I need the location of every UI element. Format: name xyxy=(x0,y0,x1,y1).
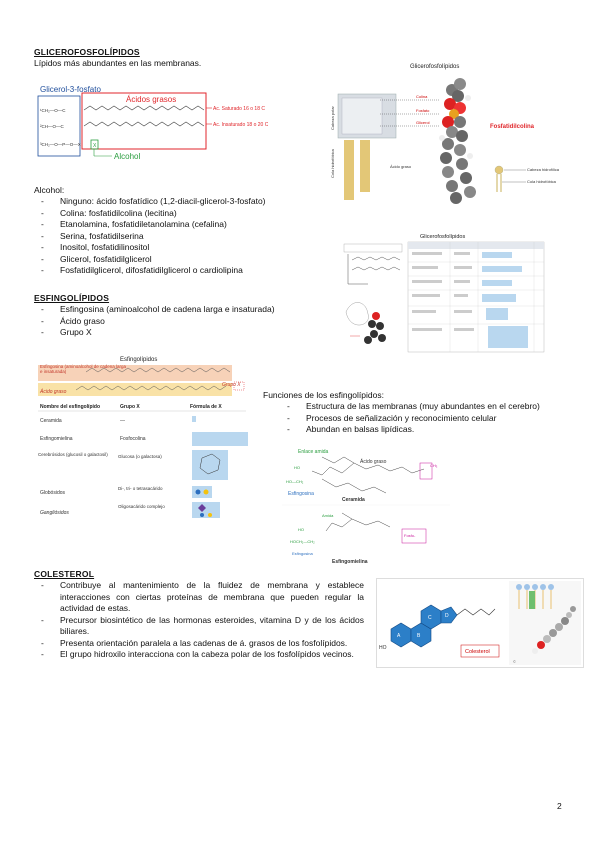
alcohol-list xyxy=(34,196,334,277)
list-item: - Presenta orientación paralela a las cadenas de á. grasos de los fosfolípidos. xyxy=(34,638,364,650)
list-item: - Colina: fosfatidilcolina (lecitina) xyxy=(34,208,334,220)
list-item: - Ácido graso xyxy=(34,316,334,328)
fig-esf-row-name: Esfingomielina xyxy=(40,436,73,442)
list-item: - Fosfatidilglicerol, difosfatidilglicerol o cardiolipina xyxy=(34,265,334,277)
ceramida-esfingomielina-figure xyxy=(282,443,450,567)
fig2-colina: Colina xyxy=(416,94,428,99)
list-item: - Glicerol, fosfatidilglicerol xyxy=(34,254,334,266)
fig-esf-row-group: — xyxy=(120,418,125,424)
fig-esf-header-group: Grupo X xyxy=(120,404,140,410)
svg-text:²CH—O—C: ²CH—O—C xyxy=(40,124,64,129)
fig-esf-acido-graso-label: Ácido graso xyxy=(40,389,67,395)
glicerofosfolipidos-model-figure xyxy=(330,58,580,206)
svg-text:HO: HO xyxy=(294,465,300,470)
svg-text:CH₃: CH₃ xyxy=(430,463,438,468)
fig1-insaturado: Ac. Insaturado 18 o 20 C xyxy=(213,122,268,128)
fig-esf-grupo-label: Grupo X xyxy=(222,382,241,388)
list-item: - Ninguno: ácido fosfatídico (1,2-diacil-glicerol-3-fosfato) xyxy=(34,196,334,208)
esfingolipidos-list xyxy=(34,304,334,339)
svg-text:HO: HO xyxy=(298,527,304,532)
chem-acido-graso: Ácido graso xyxy=(360,459,387,465)
fig-esf-esfingosina-label: Esfingosina (aminoalcohol de cadena larga e insaturada) xyxy=(40,364,127,374)
fig2-title: Glicerofosfolípidos xyxy=(410,64,460,70)
esfingolipidos-figure xyxy=(36,352,266,520)
section-title-colesterol: COLESTEROL xyxy=(34,569,95,579)
list-item: - Grupo X xyxy=(34,327,334,339)
section-title-glicerofosfolipidos: GLICEROFOSFOLÍPIDOS xyxy=(34,47,140,57)
page-number: 2 xyxy=(557,801,562,811)
section-title-esfingolipidos: ESFINGOLÍPIDOS xyxy=(34,293,110,303)
chem-ceramida: Ceramida xyxy=(342,497,365,503)
svg-text:Esfingosina: Esfingosina xyxy=(292,551,313,556)
glicerol-3-fosfato-figure xyxy=(36,82,268,166)
fig2-fosfatidilcolina: Fosfatidilcolina xyxy=(490,124,535,130)
svg-text:³CH₂—O—P—O—X: ³CH₂—O—P—O—X xyxy=(40,142,81,147)
svg-text:D: D xyxy=(445,613,449,619)
svg-text:HO: HO xyxy=(379,645,387,651)
fig2-cola: Cola hidrofóbica xyxy=(330,149,335,178)
list-item: - Estructura de las membranas (muy abundantes en el cerebro) xyxy=(280,401,580,413)
fig3-title: Glicerofosfolípidos xyxy=(420,234,466,240)
list-item: - El grupo hidroxilo interacciona con la cabeza polar de los fosfolípidos vecinos. xyxy=(34,649,364,661)
fig-esf-row-group: Fosfocolina xyxy=(120,436,146,442)
svg-text:C: C xyxy=(428,615,432,621)
fig2-glicerol: Glicerol xyxy=(416,120,430,125)
fig2-fosfato: Fosfato xyxy=(416,108,430,113)
fig1-glicerol-label: Glicerol-3-fosfato xyxy=(40,85,101,94)
fig-esf-row-name: Globósidos xyxy=(40,490,66,496)
fig-esf-row-name: Ceramida xyxy=(40,418,62,424)
fig1-saturado: Ac. Saturado 16 o 18 C xyxy=(213,106,265,112)
fig-esf-header-name: Nombre del esfingolípido xyxy=(40,404,101,410)
list-item: - Precursor biosintético de las hormonas esteroides, vitamina D y de los ácidos biliares. xyxy=(34,615,364,638)
svg-text:A: A xyxy=(397,633,401,639)
fig-esf-row-name: Cerebrósidos (glucosil o galactosil) xyxy=(38,452,108,457)
fig-esf-row-name: Gangliósidos xyxy=(40,510,69,516)
list-item: - Inositol, fosfatidilinositol xyxy=(34,242,334,254)
svg-text:B: B xyxy=(417,633,421,639)
glicero-subtitle: Lípidos más abundantes en las membranas. xyxy=(34,58,202,68)
fig2-cabeza-polar: Cabeza polar xyxy=(330,106,335,130)
funciones-title: Funciones de los esfingolípidos: xyxy=(263,390,384,400)
fig-esf-row-group: Glucosa (o galactosa) xyxy=(118,454,162,459)
colesterol-fig-label: Colesterol xyxy=(465,649,490,655)
colesterol-figure xyxy=(376,578,584,668)
list-item: - Etanolamina, fosfatidiletanolamina (cefalina) xyxy=(34,219,334,231)
colesterol-list xyxy=(34,580,364,661)
svg-text:HO—CH₂: HO—CH₂ xyxy=(286,479,304,484)
fig2-cabeza-hidrofilica: Cabeza hidrofílica xyxy=(527,167,560,172)
alcohol-label: Alcohol: xyxy=(34,185,65,195)
svg-text:¹CH₂—O—C: ¹CH₂—O—C xyxy=(40,108,66,113)
chem-amida: Enlace amida xyxy=(298,449,329,455)
fig-esf-title: Esfingolípidos xyxy=(120,357,158,363)
svg-text:Amida: Amida xyxy=(322,513,334,518)
funciones-list xyxy=(280,401,580,436)
svg-text:X: X xyxy=(93,143,97,149)
svg-text:Fosfo-: Fosfo- xyxy=(404,533,416,538)
list-item: - Abundan en balsas lipídicas. xyxy=(280,424,580,436)
list-item: - Procesos de señalización y reconocimiento celular xyxy=(280,413,580,425)
fig2-cola-hidrofobica: Cola hidrofóbica xyxy=(527,179,556,184)
fig-esf-row-group: Oligosacárido complejo xyxy=(118,504,165,509)
list-item: - Contribuye al mantenimiento de la fluidez de membrana y establece interacciones con ciertas proteínas de membrana que pueden regular la actividad de estas. xyxy=(34,580,364,615)
fig-esf-row-group: Di-, tri- o tetrasacárido xyxy=(118,486,163,491)
glicerofosfolipidos-table-figure xyxy=(338,228,548,354)
chem-esfingosina: Esfingosina xyxy=(288,491,314,497)
fig2-acido-graso: Ácido graso xyxy=(390,164,412,169)
list-item: - Serina, fosfatidilserina xyxy=(34,231,334,243)
fig1-alcohol-label: Alcohol xyxy=(114,152,141,161)
chem-esfingomielina: Esfingomielina xyxy=(332,559,368,565)
fig-esf-header-formula: Fórmula de X xyxy=(190,404,222,410)
list-item: - Esfingosina (aminoalcohol de cadena larga e insaturada) xyxy=(34,304,334,316)
svg-text:©: © xyxy=(513,659,516,664)
fig1-acidos-label: Ácidos grasos xyxy=(126,95,177,104)
svg-text:HOCH₂—CH₂: HOCH₂—CH₂ xyxy=(290,539,315,544)
